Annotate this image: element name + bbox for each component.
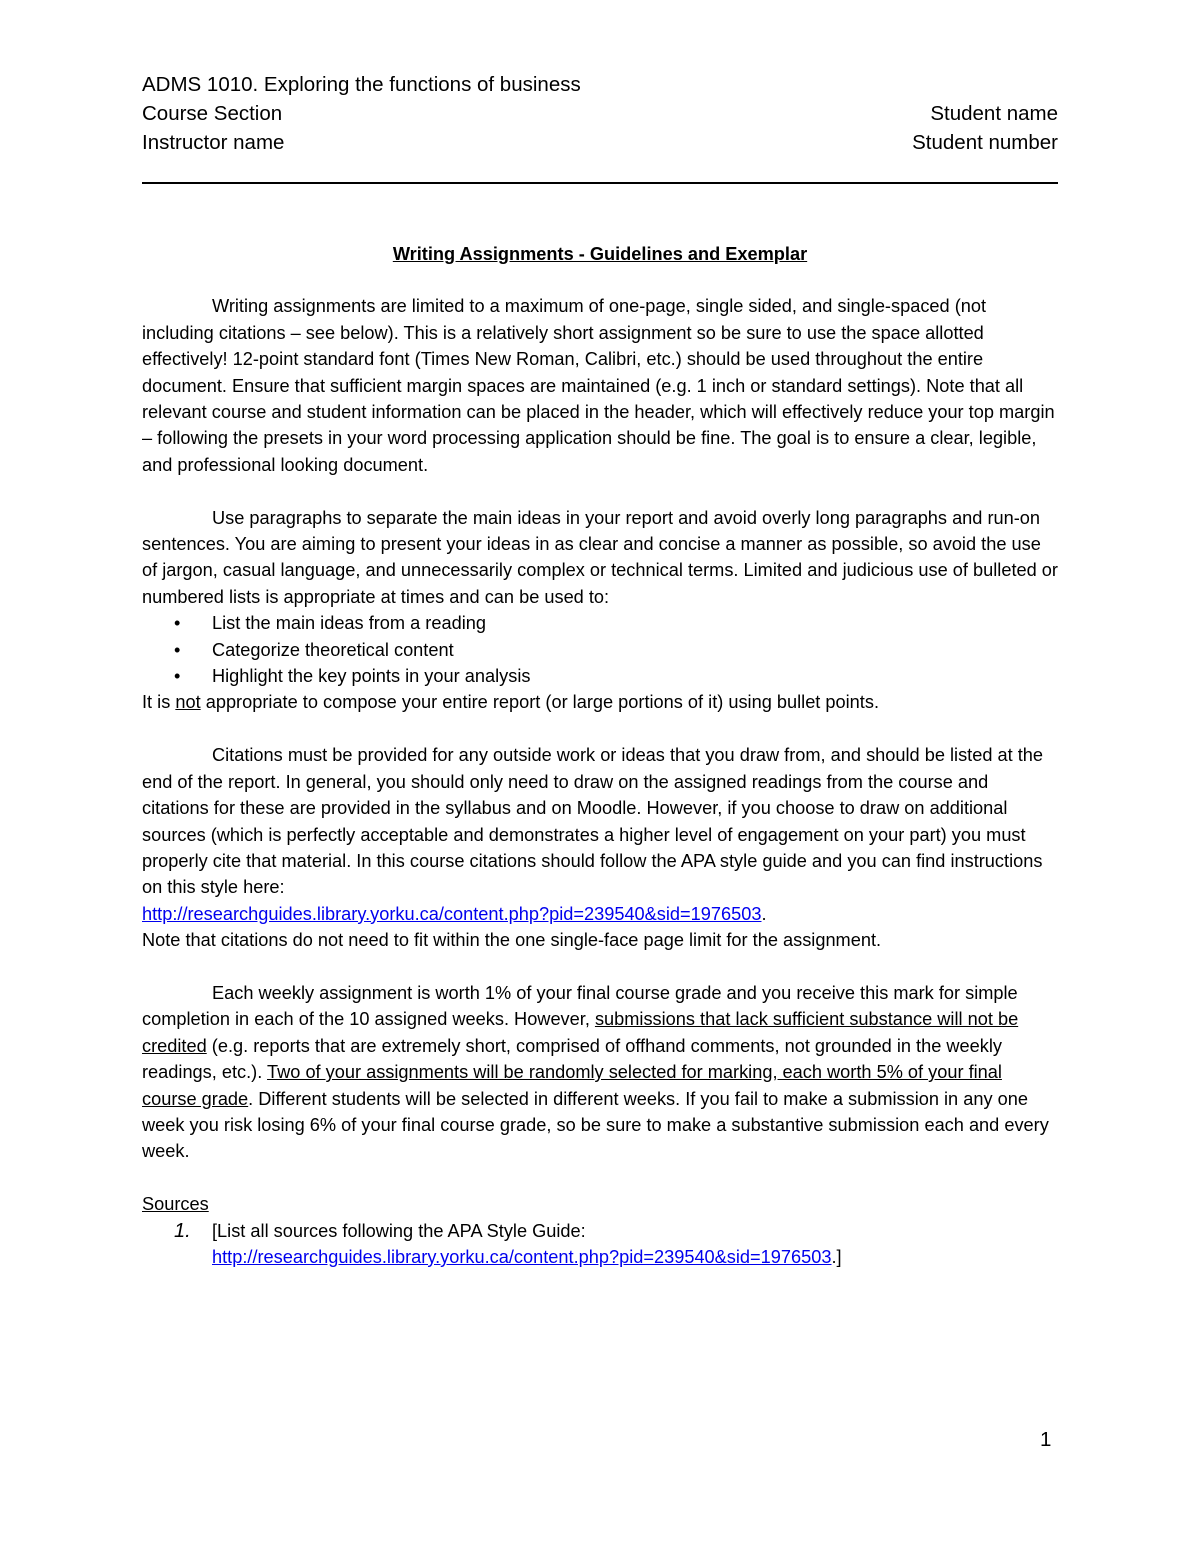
course-title: ADMS 1010. Exploring the functions of business [142,73,581,96]
document-header [142,70,1058,157]
paragraph-gap [142,478,1058,504]
grading-text-3: . Different students will be selected in different weeks. If you fail to make a submission in any one week you risk losing 6% of your final course grade, so be sure to make a substantive submission each and every week. [142,1088,1049,1162]
grading-text-1: Each weekly assignment is worth 1% of your final course grade and you receive this mark for simple completion in each of the 10 assigned weeks. However, [142,982,1018,1030]
document-body [142,241,1058,1270]
sources-heading: Sources [142,1194,209,1215]
page-number: 1 [1040,1428,1052,1451]
source-item-end: .] [831,1246,842,1267]
bullet-item [142,663,1058,689]
apa-link-period: . [761,903,767,924]
grading-emphasis-2: Two of your assignments will be randomly selected for marking, each worth 5% of your final course grade [142,1062,1002,1109]
bullet-text: List the main ideas from a reading [212,613,486,634]
source-number: 1. [174,1219,191,1242]
source-item-link-line [212,1244,1058,1270]
bullet-warning-emphasis: not [175,692,201,713]
sources-list [142,1218,1058,1271]
grading-text-2: (e.g. reports that are extremely short, comprised of offhand comments, not grounded in the weekly readings, etc.). [142,1035,1002,1083]
bullet-list [142,610,1058,689]
paragraph-grading [142,980,1058,1165]
bullet-item [142,610,1058,636]
document-title: Writing Assignments - Guidelines and Exemplar [392,244,808,264]
bullet-text: Highlight the key points in your analysis [212,666,531,687]
header-row-1 [142,70,1058,99]
bullet-warning-start: It is [142,692,176,713]
citations-note: Note that citations do not need to fit within the one single-face page limit for the assignment. [142,930,882,951]
header-row-3 [142,128,1058,157]
paragraph-formatting: Writing assignments are limited to a maximum of one-page, single sided, and single-spaced (not including citations – see below). This is a relatively short assignment so be sure to use the space allotted effectively! 12-point standard font (Times New Roman, Calibri, etc.) should be used throughout the entire document. Ensure that sufficient margin spaces are maintained (e.g. 1 inch or standard settings). Note that all relevant course and student information can be placed in the header, which will effectively reduce your top margin – following the presets in your word processing application should be fine. The goal is to ensure a clear, legible, and professional looking document. [142,296,1055,475]
paragraph-gap [142,954,1058,980]
header-row-2 [142,99,1058,128]
apa-link-line [142,901,1058,927]
paragraph-gap [142,1165,1058,1191]
bullet-item [142,637,1058,663]
paragraph-structure: Use paragraphs to separate the main ideas in your report and avoid overly long paragraphs and run-on sentences. You are aiming to present your ideas in as clear and concise a manner as possible, so avoid the use of jargon, casual language, and unnecessarily complex or technical terms. Limited and judicious use of bulleted or numbered lists is appropriate at times and can be used to: [142,507,1058,607]
bullet-warning-end: appropriate to compose your entire report (or large portions of it) using bullet points. [200,692,880,713]
student-number: Student number [912,131,1058,154]
source-apa-link[interactable]: http://researchguides.library.yorku.ca/content.php?pid=239540&sid=1976503 [212,1246,832,1267]
bullet-icon: • [174,613,181,634]
bullet-warning [142,689,1058,715]
source-item-text: [List all sources following the APA Style Guide: [212,1220,586,1241]
paragraph-citations [142,742,1058,900]
instructor-name: Instructor name [142,131,285,154]
grading-emphasis-1: submissions that lack sufficient substance will not be credited [142,1009,1019,1056]
course-section: Course Section [142,102,283,125]
bullet-text: Categorize theoretical content [212,639,454,660]
student-name: Student name [930,102,1058,125]
citations-text: Citations must be provided for any outside work or ideas that you draw from, and should be listed at the end of the report. In general, you should only need to draw on the assigned readings from the course and citations for these are provided in the syllabus and on Moodle. However, if you choose to draw on additional sources (which is perfectly acceptable and demonstrates a higher level of engagement on your part) you must properly cite that material. In this course citations should follow the APA style guide and you can find instructions on this style here: [142,745,1044,898]
header-divider [142,182,1058,184]
apa-guide-link[interactable]: http://researchguides.library.yorku.ca/content.php?pid=239540&sid=1976503 [142,903,762,924]
bullet-icon: • [174,666,181,687]
bullet-icon: • [174,639,181,660]
paragraph-gap [142,716,1058,742]
